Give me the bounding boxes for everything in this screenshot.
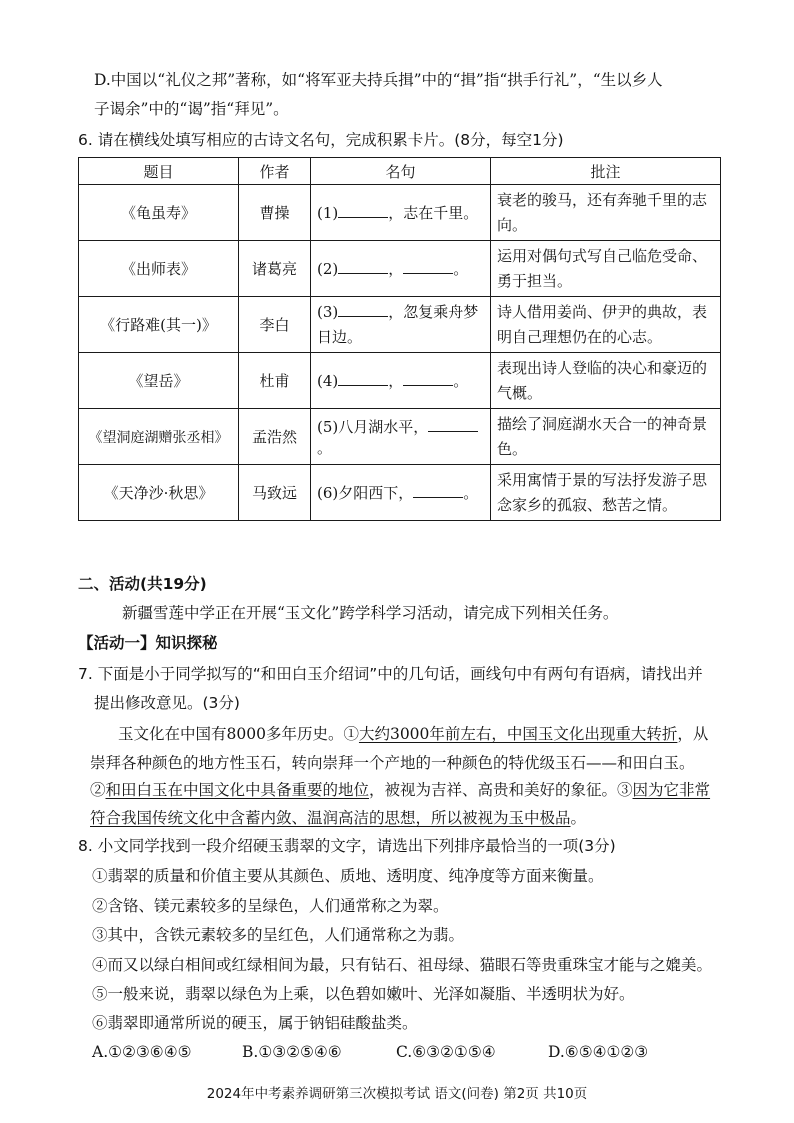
underlined-sentence-3-cont: 符合我国传统文化中含蓄内敛、温润高洁的思想，所以被视为玉中极品 <box>90 809 571 827</box>
poem-note: 衰老的骏马，还有奔驰千里的志向。 <box>491 185 721 241</box>
header-author: 作者 <box>239 158 311 185</box>
passage-text: ② <box>90 781 106 799</box>
answer-blank[interactable] <box>403 371 453 386</box>
table-header-row <box>79 158 721 185</box>
poem-quote <box>311 241 491 297</box>
q7-passage-line3 <box>90 778 710 802</box>
q8-item-6: ⑥翡翠即通常所说的硬玉，属于钠铝硅酸盐类。 <box>92 1014 418 1032</box>
poem-note: 采用寓情于景的写法抒发游子思念家乡的孤寂、愁苦之情。 <box>491 465 721 521</box>
poem-title: 《天净沙·秋思》 <box>79 465 239 521</box>
q8-item-2: ②含铬、镁元素较多的呈绿色，人们通常称之为翠。 <box>92 897 449 915</box>
header-title: 题目 <box>79 158 239 185</box>
answer-blank[interactable] <box>428 417 478 432</box>
underlined-sentence-2: 和田白玉在中国文化中具备重要的地位 <box>105 781 370 799</box>
quote-text: ， <box>388 260 404 278</box>
poem-quote <box>311 353 491 409</box>
poem-note: 表现出诗人登临的决心和豪迈的气概。 <box>491 353 721 409</box>
passage-text: 玉文化在中国有8000多年历史。① <box>118 725 359 743</box>
blank-number: (5) <box>317 417 339 436</box>
poem-note: 诗人借用姜尚、伊尹的典故，表明自己理想仍在的心志。 <box>491 297 721 353</box>
activity-heading: 【活动一】知识探秘 <box>78 634 218 652</box>
q7-passage-line4 <box>90 806 586 830</box>
q8-stem: 8. 小文同学找到一段介绍硬玉翡翠的文字，请选出下列排序最恰当的一项(3分) <box>78 837 616 855</box>
poem-author: 诸葛亮 <box>239 241 311 297</box>
q8-item-4: ④而又以绿白相间或红绿相间为最，只有钻石、祖母绿、猫眼石等贵重珠宝才能与之媲美。 <box>92 956 713 974</box>
blank-number: (6) <box>317 484 339 502</box>
q8-option-d[interactable]: D.⑥⑤④①②③ <box>548 1043 649 1061</box>
poem-author: 孟浩然 <box>239 409 311 465</box>
page-footer: 2024年中考素养调研第三次模拟考试 语文(问卷) 第2页 共10页 <box>206 1086 588 1102</box>
quote-text: 八月湖水平， <box>338 417 429 436</box>
q8-item-5: ⑤一般来说，翡翠以绿色为上乘，以色碧如嫩叶、光泽如凝脂、半透明状为好。 <box>92 985 635 1003</box>
q8-item-1: ①翡翠的质量和价值主要从其颜色、质地、透明度、纯净度等方面来衡量。 <box>92 867 604 885</box>
q5-option-d-line1: D.中国以“礼仪之邦”著称，如“将军亚夫持兵揖”中的“揖”指“拱手行礼”，“生以乡人 <box>94 71 663 89</box>
poem-quote <box>311 465 491 521</box>
answer-blank[interactable] <box>413 483 463 498</box>
section-intro: 新疆雪莲中学正在开展“玉文化”跨学科学习活动，请完成下列相关任务。 <box>122 604 619 622</box>
q8-option-b[interactable]: B.①③②⑤④⑥ <box>242 1043 342 1061</box>
q7-stem-line1: 7. 下面是小于同学拟写的“和田白玉介绍词”中的几句话，画线句中有两句有语病，请找出并 <box>78 665 703 683</box>
passage-text: ，被视为吉祥、高贵和美好的象征。③ <box>369 781 633 799</box>
poem-title: 《行路难(其一)》 <box>79 297 239 353</box>
q8-item-3: ③其中，含铁元素较多的呈红色，人们通常称之为翡。 <box>92 926 465 944</box>
poem-author: 李白 <box>239 297 311 353</box>
q8-option-a[interactable]: A.①②③⑥④⑤ <box>92 1043 192 1061</box>
q8-option-c[interactable]: C.⑥③②①⑤④ <box>396 1043 496 1061</box>
poem-note: 描绘了洞庭湖水天合一的神奇景色。 <box>491 409 721 465</box>
poem-quote <box>311 409 491 465</box>
blank-number: (1) <box>317 204 339 222</box>
blank-number: (2) <box>317 260 339 278</box>
underlined-sentence-1: 大约3000年前左右，中国玉文化出现重大转折 <box>358 725 678 743</box>
poem-quote <box>311 297 491 353</box>
table-row <box>79 185 721 241</box>
q7-stem-line2: 提出修改意见。(3分) <box>94 694 240 712</box>
table-row <box>79 409 721 465</box>
section-heading: 二、活动(共19分) <box>78 575 207 593</box>
poem-title: 《望洞庭湖赠张丞相》 <box>79 409 239 465</box>
quote-text: 。 <box>463 484 479 502</box>
quote-text: ， <box>388 372 404 390</box>
q6-stem: 6. 请在横线处填写相应的古诗文名句，完成积累卡片。(8分，每空1分) <box>78 131 564 149</box>
accumulation-card-table <box>78 157 721 521</box>
poem-author: 杜甫 <box>239 353 311 409</box>
q7-passage-line2: 崇拜各种颜色的地方性玉石，转向崇拜一个产地的一种颜色的特优级玉石——和田白玉。 <box>90 754 695 772</box>
q7-passage-line1 <box>118 722 708 746</box>
passage-text: ，从 <box>677 725 709 743</box>
passage-text: 。 <box>570 809 587 827</box>
poem-title: 《望岳》 <box>79 353 239 409</box>
answer-blank[interactable] <box>403 259 453 274</box>
poem-author: 马致远 <box>239 465 311 521</box>
quote-text: 日边。 <box>317 327 363 346</box>
table-row <box>79 241 721 297</box>
poem-title: 《出师表》 <box>79 241 239 297</box>
quote-text: 夕阳西下， <box>338 484 414 502</box>
answer-blank[interactable] <box>338 371 388 386</box>
poem-author: 曹操 <box>239 185 311 241</box>
blank-number: (4) <box>317 372 339 390</box>
q5-option-d-line2: 子谒余”中的“谒”指“拜见”。 <box>94 100 289 118</box>
header-note: 批注 <box>491 158 721 185</box>
poem-note: 运用对偶句式写自己临危受命、勇于担当。 <box>491 241 721 297</box>
table-row <box>79 353 721 409</box>
header-quote: 名句 <box>311 158 491 185</box>
poem-quote <box>311 185 491 241</box>
table-row <box>79 465 721 521</box>
blank-number: (3) <box>317 302 339 321</box>
quote-text: 。 <box>317 438 333 457</box>
quote-text: ，忽复乘舟梦 <box>388 302 479 321</box>
poem-title: 《龟虽寿》 <box>79 185 239 241</box>
underlined-sentence-3: 因为它非常 <box>632 781 711 799</box>
quote-text: ，志在千里。 <box>388 204 479 222</box>
quote-text: 。 <box>453 260 469 278</box>
table-row <box>79 297 721 353</box>
answer-blank[interactable] <box>338 302 388 317</box>
answer-blank[interactable] <box>338 203 388 218</box>
quote-text: 。 <box>453 372 469 390</box>
answer-blank[interactable] <box>338 259 388 274</box>
